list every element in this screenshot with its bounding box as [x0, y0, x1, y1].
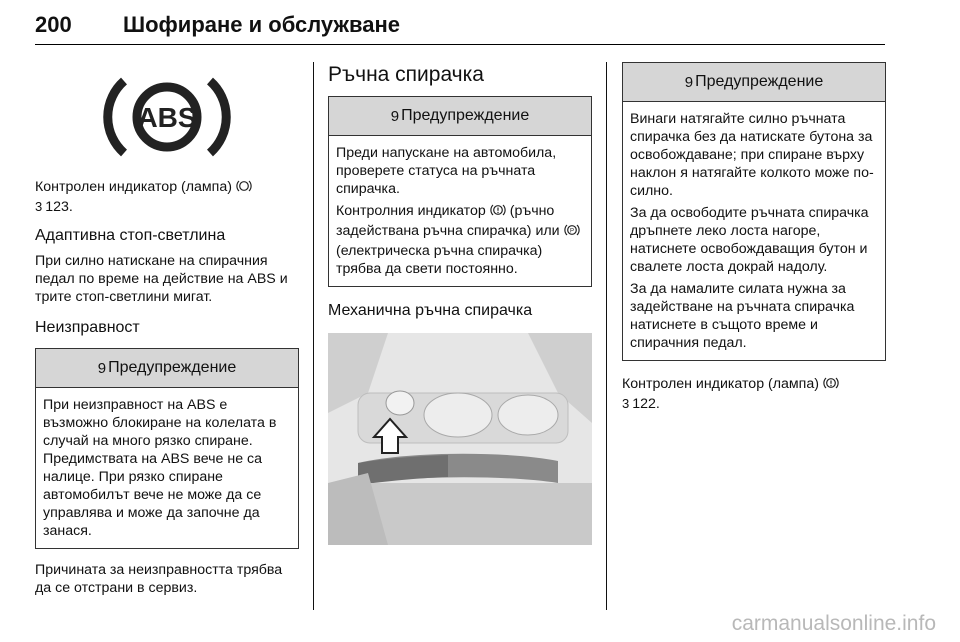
abs-indicator-ref[interactable]: 3 123. — [35, 199, 73, 215]
page-ref-arrow-icon: 3 — [622, 396, 630, 411]
page-title: Шофиране и обслужване — [123, 12, 401, 37]
abs-lamp-icon — [236, 179, 252, 198]
warning-text: За да намалите силата нужна за задействане на ръчната спирачка натиснете в същото време и спирачния педал. — [630, 281, 855, 351]
svg-text:ABS: ABS — [137, 102, 197, 133]
column-divider — [606, 62, 607, 610]
page-header — [35, 6, 885, 45]
electric-parking-brake-icon — [564, 223, 580, 242]
column-3 — [622, 62, 886, 413]
warning-triangle-icon: 9 — [390, 107, 400, 125]
warning-triangle-icon: 9 — [684, 73, 694, 91]
brake-lamp-icon — [823, 376, 839, 395]
warning-triangle-icon: 9 — [97, 359, 107, 377]
abs-indicator-caption: Контролен индикатор (лампа) — [35, 178, 299, 198]
abs-warning-figure — [35, 62, 299, 172]
handbrake-illustration — [328, 333, 592, 545]
adaptive-brake-light-heading: Адаптивна стоп-светлина — [35, 227, 226, 244]
parking-brake-warning-box — [328, 96, 592, 287]
warning-header: 9 Предупреждение — [36, 349, 298, 388]
warning-header: 9 Предупреждение — [623, 63, 885, 102]
column-1 — [35, 62, 299, 597]
column-divider — [313, 62, 314, 610]
page-number: 200 — [35, 12, 72, 37]
adaptive-brake-light-text: При силно натискане на спирачния педал по време на действие на ABS и трите стоп-светлини мигат. — [35, 253, 288, 305]
warning-text: За да освободите ръчната спирачка дръпнете леко лоста нагоре, натиснете освобождаващия бутон и свалете лоста докрай надолу. — [630, 205, 869, 275]
fault-heading: Неизправност — [35, 319, 140, 336]
watermark: carmanualsonline.info — [731, 612, 936, 635]
parking-brake-heading: Ръчна спирачка — [328, 63, 484, 86]
brake-indicator-caption: Контролен индикатор (лампа) — [622, 375, 886, 395]
brake-lamp-icon — [490, 203, 506, 222]
column-2 — [328, 62, 592, 545]
warning-text: Преди напускане на автомобила, проверете статуса на ръчната спирачка. — [336, 145, 557, 197]
brake-indicator-ref[interactable]: 3 122. — [622, 396, 660, 412]
cause-text: Причината за неизправността трябва да се отстрани в сервиз. — [35, 562, 283, 596]
abs-fault-warning-box — [35, 348, 299, 549]
page-ref-arrow-icon: 3 — [35, 199, 43, 214]
mechanical-parking-brake-heading: Механична ръчна спирачка — [328, 302, 533, 319]
warning-text: При неизправност на ABS е възможно блокиране на колелата в случай на много рязко спиране. Предимствата на ABS вече не са налице. При рязко спиране автомобилът вече не може да се управлява и може да започне да занася. — [43, 397, 277, 539]
warning-text: Контролния индикатор (ръчно задействана ръчна спирачка) или P (електрическа ръчна спирачка) трябва да свети постоянно. — [336, 202, 585, 278]
warning-header: 9 Предупреждение — [329, 97, 591, 136]
handbrake-usage-warning-box — [622, 62, 886, 361]
warning-text: Винаги натягайте силно ръчната спирачка без да натискате бутона за освобождаване; при спиране върху наклон я натягайте колкото може по-силно. — [630, 111, 874, 199]
svg-text:P: P — [569, 228, 574, 235]
abs-warning-icon — [102, 67, 232, 167]
